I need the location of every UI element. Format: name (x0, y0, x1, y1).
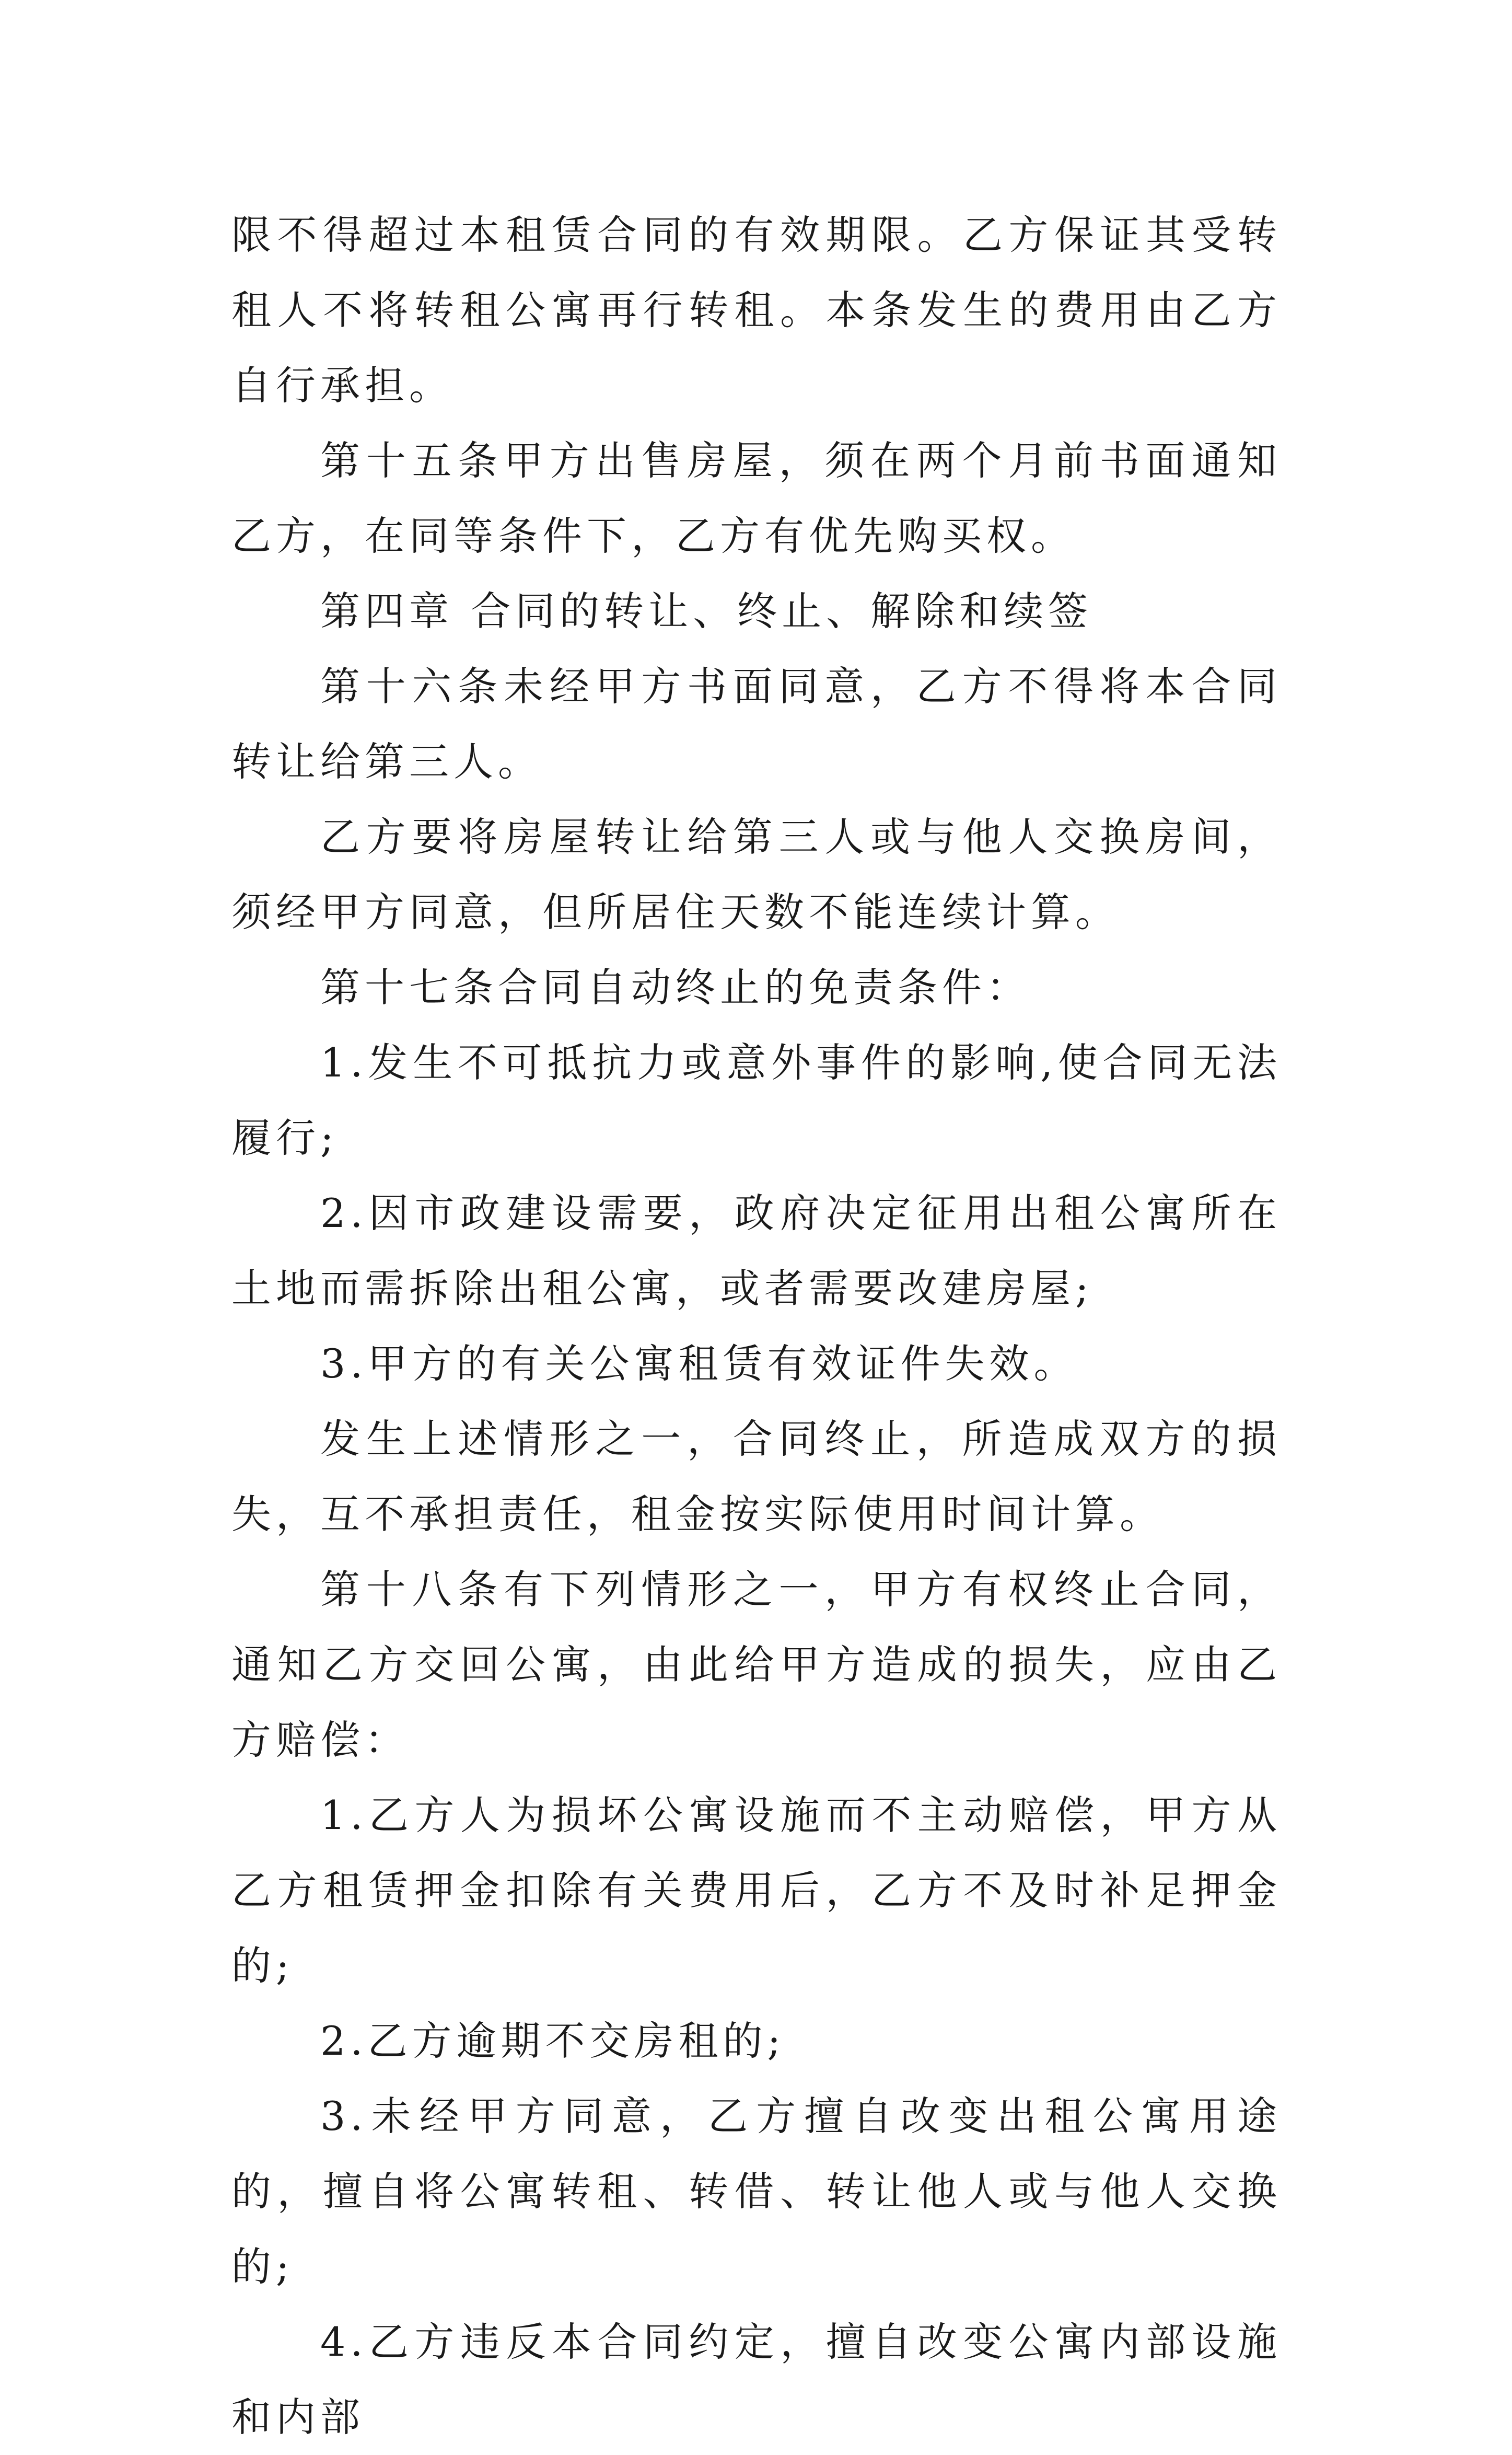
paragraph-article-15: 第十五条甲方出售房屋，须在两个月前书面通知乙方，在同等条件下，乙方有优先购买权。 (231, 437, 1282, 559)
paragraph-article-17: 第十七条合同自动终止的免责条件： (320, 964, 1031, 1011)
paragraph-article-18: 第十八条有下列情形之一，甲方有权终止合同，通知乙方交回公寓，由此给甲方造成的损失，应由乙方赔偿： (231, 1566, 1282, 1763)
paragraph-sublease-continued: 限不得超过本租赁合同的有效期限。乙方保证其受转租人不将转租公寓再行转租。本条发生的费用由乙方自行承担。 (231, 212, 1282, 409)
list-item-18-2: 2.乙方逾期不交房租的; (320, 2018, 786, 2064)
list-item-17-3: 3.甲方的有关公寓租赁有效证件失效。 (320, 1340, 1078, 1387)
paragraph-room-transfer: 乙方要将房屋转让给第三人或与他人交换房间，须经甲方同意，但所居住天数不能连续计算。 (231, 814, 1282, 935)
paragraph-termination-effect: 发生上述情形之一，合同终止，所造成双方的损失，互不承担责任，租金按实际使用时间计算。 (231, 1416, 1282, 1537)
list-item-17-1: 1.发生不可抵抗力或意外事件的影响,使合同无法履行; (231, 1039, 1282, 1161)
document-body (231, 198, 1282, 2455)
list-item-18-3: 3.未经甲方同意，乙方擅自改变出租公寓用途的，擅自将公寓转租、转借、转让他人或与他人交换的; (231, 2093, 1282, 2290)
chapter-heading-4: 第四章 合同的转让、终止、解除和续签 (320, 588, 1093, 634)
paragraph-article-16: 第十六条未经甲方书面同意，乙方不得将本合同转让给第三人。 (231, 663, 1282, 785)
list-item-18-1: 1.乙方人为损坏公寓设施而不主动赔偿，甲方从乙方租赁押金扣除有关费用后，乙方不及时补足押金的; (231, 1792, 1282, 1989)
list-item-18-4: 4.乙方违反本合同约定，擅自改变公寓内部设施和内部 (231, 2319, 1282, 2440)
list-item-17-2: 2.因市政建设需要，政府决定征用出租公寓所在土地而需拆除出租公寓，或者需要改建房屋; (231, 1190, 1282, 1312)
